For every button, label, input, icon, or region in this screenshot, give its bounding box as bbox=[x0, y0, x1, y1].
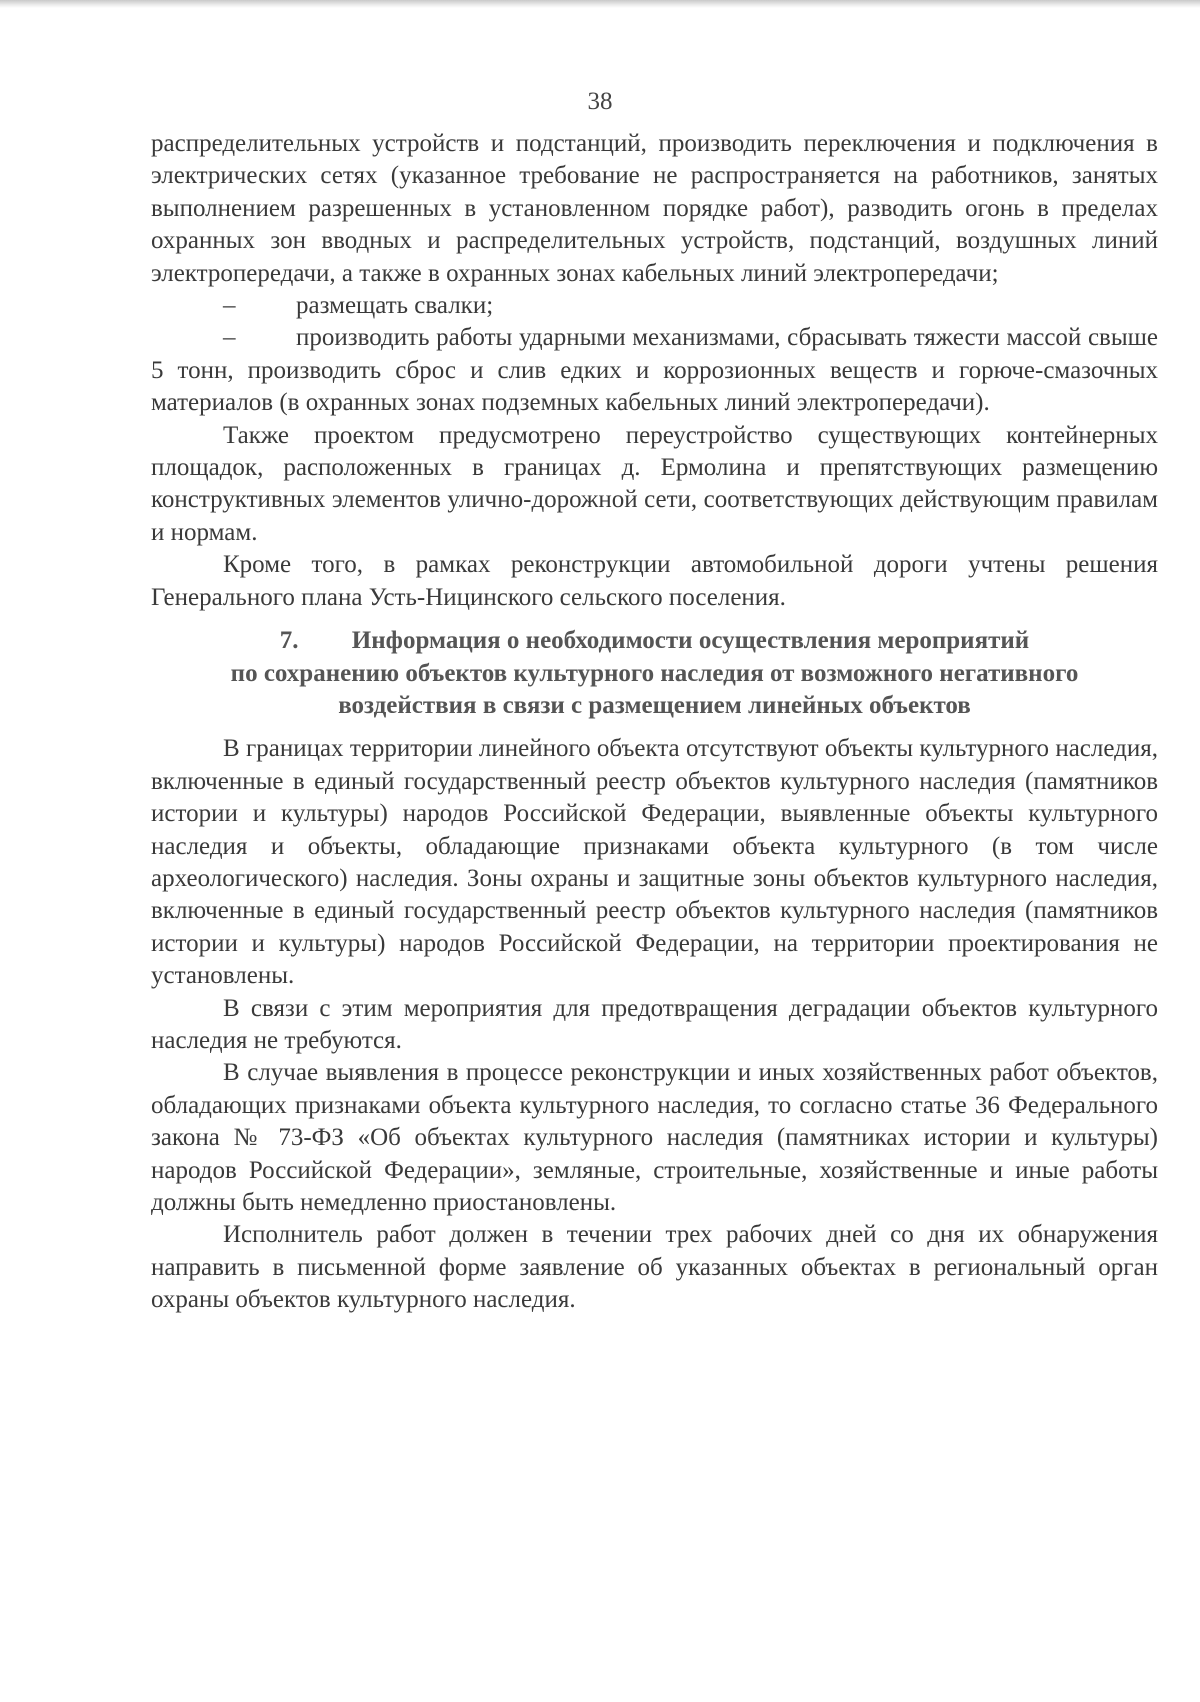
section-title-part: Информация о необходимости осуществления мероприятий bbox=[351, 627, 1030, 655]
paragraph: В границах территории линейного объекта отсутствуют объекты культурного наследия, включенные в единый государственный реестр объектов культурного наследия (памятников истории и культуры) народов Российской Федерации, выявленные объекты культурного наследия и объекты, обладающие признаками объекта культурного (в том числе археологического) наследия. Зоны охраны и защитные зоны объектов культурного наследия, включенные в единый государственный реестр объектов культурного наследия (памятников истории и культуры) народов Российской Федерации, на территории проектирования не установлены. bbox=[151, 735, 1158, 990]
list-item bbox=[151, 322, 1158, 419]
paragraph: В случае выявления в процессе реконструкции и иных хозяйственных работ объектов, обладающих признаками объекта культурного наследия, то согласно статье 36 Федерального закона № 73-ФЗ «Об объектах культурного наследия (памятниках истории и культуры) народов Российской Федерации», земляные, строительные, хозяйственные и иные работы должны быть немедленно приостановлены. bbox=[151, 1059, 1158, 1216]
paragraph-continuation: распределительных устройств и подстанций, производить переключения и подключения в электрических сетях (указанное требование не распространяется на работников, занятых выполнением разрешенных в установленном порядке работ), разводить огонь в пределах охранных зон вводных и распределительных устройств, подстанций, воздушных линий электропередачи, а также в охранных зонах кабельных линий электропередачи; bbox=[151, 130, 1158, 287]
section-heading bbox=[151, 625, 1158, 722]
list-item bbox=[151, 290, 1158, 322]
list-item-text: производить работы ударными механизмами, сбрасывать тяжести массой свыше 5 тонн, производить сброс и слив едких и коррозионных веществ и горюче-смазочных материалов (в охранных зонах подземных кабельных линий электропередачи). bbox=[151, 324, 1158, 417]
document-body bbox=[151, 128, 1158, 1317]
section-heading-line bbox=[151, 625, 1158, 657]
paragraph: Исполнитель работ должен в течении трех рабочих дней со дня их обнаружения направить в письменной форме заявление об указанных объектах в региональный орган охраны объектов культурного наследия. bbox=[151, 1221, 1158, 1314]
section-number: 7. bbox=[279, 627, 299, 655]
dash-marker: – bbox=[223, 324, 236, 352]
section-heading-line: по сохранению объектов культурного наследия от возможного негативного bbox=[230, 659, 1079, 687]
page-number: 38 bbox=[587, 88, 613, 115]
dash-marker: – bbox=[223, 292, 236, 320]
paragraph: В связи с этим мероприятия для предотвращения деградации объектов культурного наследия не требуются. bbox=[151, 994, 1158, 1054]
paragraph: Кроме того, в рамках реконструкции автомобильной дороги учтены решения Генерального плана Усть-Ницинского сельского поселения. bbox=[151, 551, 1158, 611]
list-item-text: размещать свалки; bbox=[296, 292, 494, 320]
scan-top-edge bbox=[0, 0, 1200, 8]
paragraph: Также проектом предусмотрено переустройство существующих контейнерных площадок, расположенных в границах д. Ермолина и препятствующих размещению конструктивных элементов улично-дорожной сети, соответствующих действующим правилам и нормам. bbox=[151, 421, 1158, 546]
section-heading-line: воздействия в связи с размещением линейных объектов bbox=[338, 691, 971, 719]
